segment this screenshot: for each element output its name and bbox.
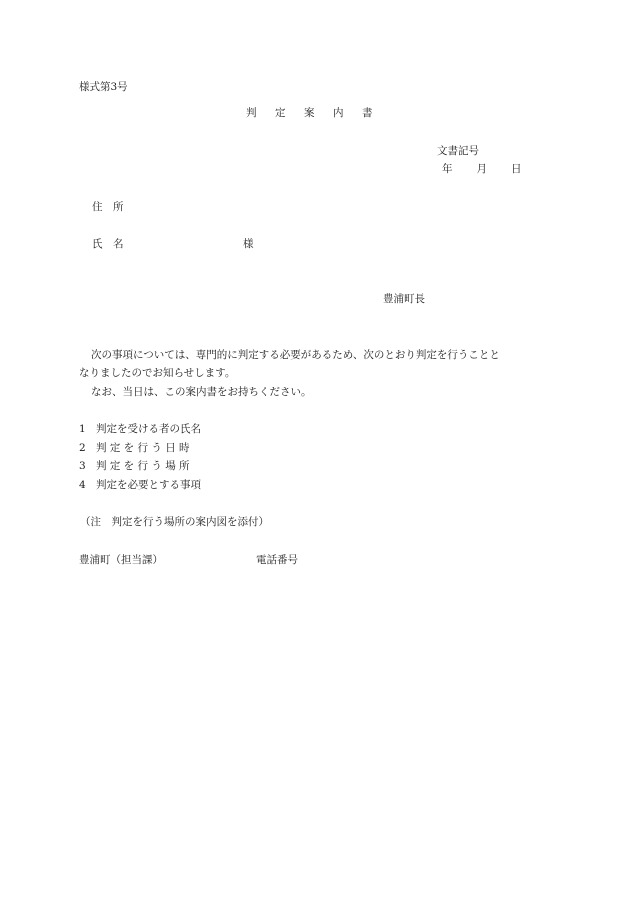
body-line-2: なりましたのでお知らせします。 bbox=[79, 367, 236, 379]
list-item-text: 判定を必要とする事項 bbox=[96, 479, 201, 491]
list-item-number: 1 bbox=[79, 423, 86, 435]
list-item-text: 判 定 を 行 う 日 時 bbox=[96, 442, 190, 454]
attachment-note: （注 判定を行う場所の案内図を添付） bbox=[80, 516, 269, 528]
document-title: 判 定 案 内 書 bbox=[246, 107, 377, 119]
list-item-text: 判定を受ける者の氏名 bbox=[96, 423, 201, 435]
doc-number-label: 文書記号 bbox=[437, 145, 479, 157]
form-number: 様式第3号 bbox=[79, 81, 128, 93]
list-item-number: 2 bbox=[79, 442, 86, 454]
list-item-number: 3 bbox=[79, 460, 86, 472]
address-label: 住 所 bbox=[92, 201, 124, 213]
honorific: 様 bbox=[243, 238, 254, 250]
date-line: 年 月 日 bbox=[442, 163, 523, 175]
body-line-3: なお、当日は、この案内書をお持ちください。 bbox=[91, 386, 312, 398]
list-item-number: 4 bbox=[79, 479, 86, 491]
footer-phone-label: 電話番号 bbox=[256, 554, 298, 566]
name-label: 氏 名 bbox=[92, 238, 124, 250]
sender-title: 豊浦町長 bbox=[383, 293, 425, 305]
footer-office: 豊浦町（担当課） bbox=[79, 554, 163, 566]
body-line-1: 次の事項については、専門的に判定する必要があるため、次のとおり判定を行うことと bbox=[91, 349, 500, 361]
list-item-text: 判 定 を 行 う 場 所 bbox=[96, 460, 190, 472]
